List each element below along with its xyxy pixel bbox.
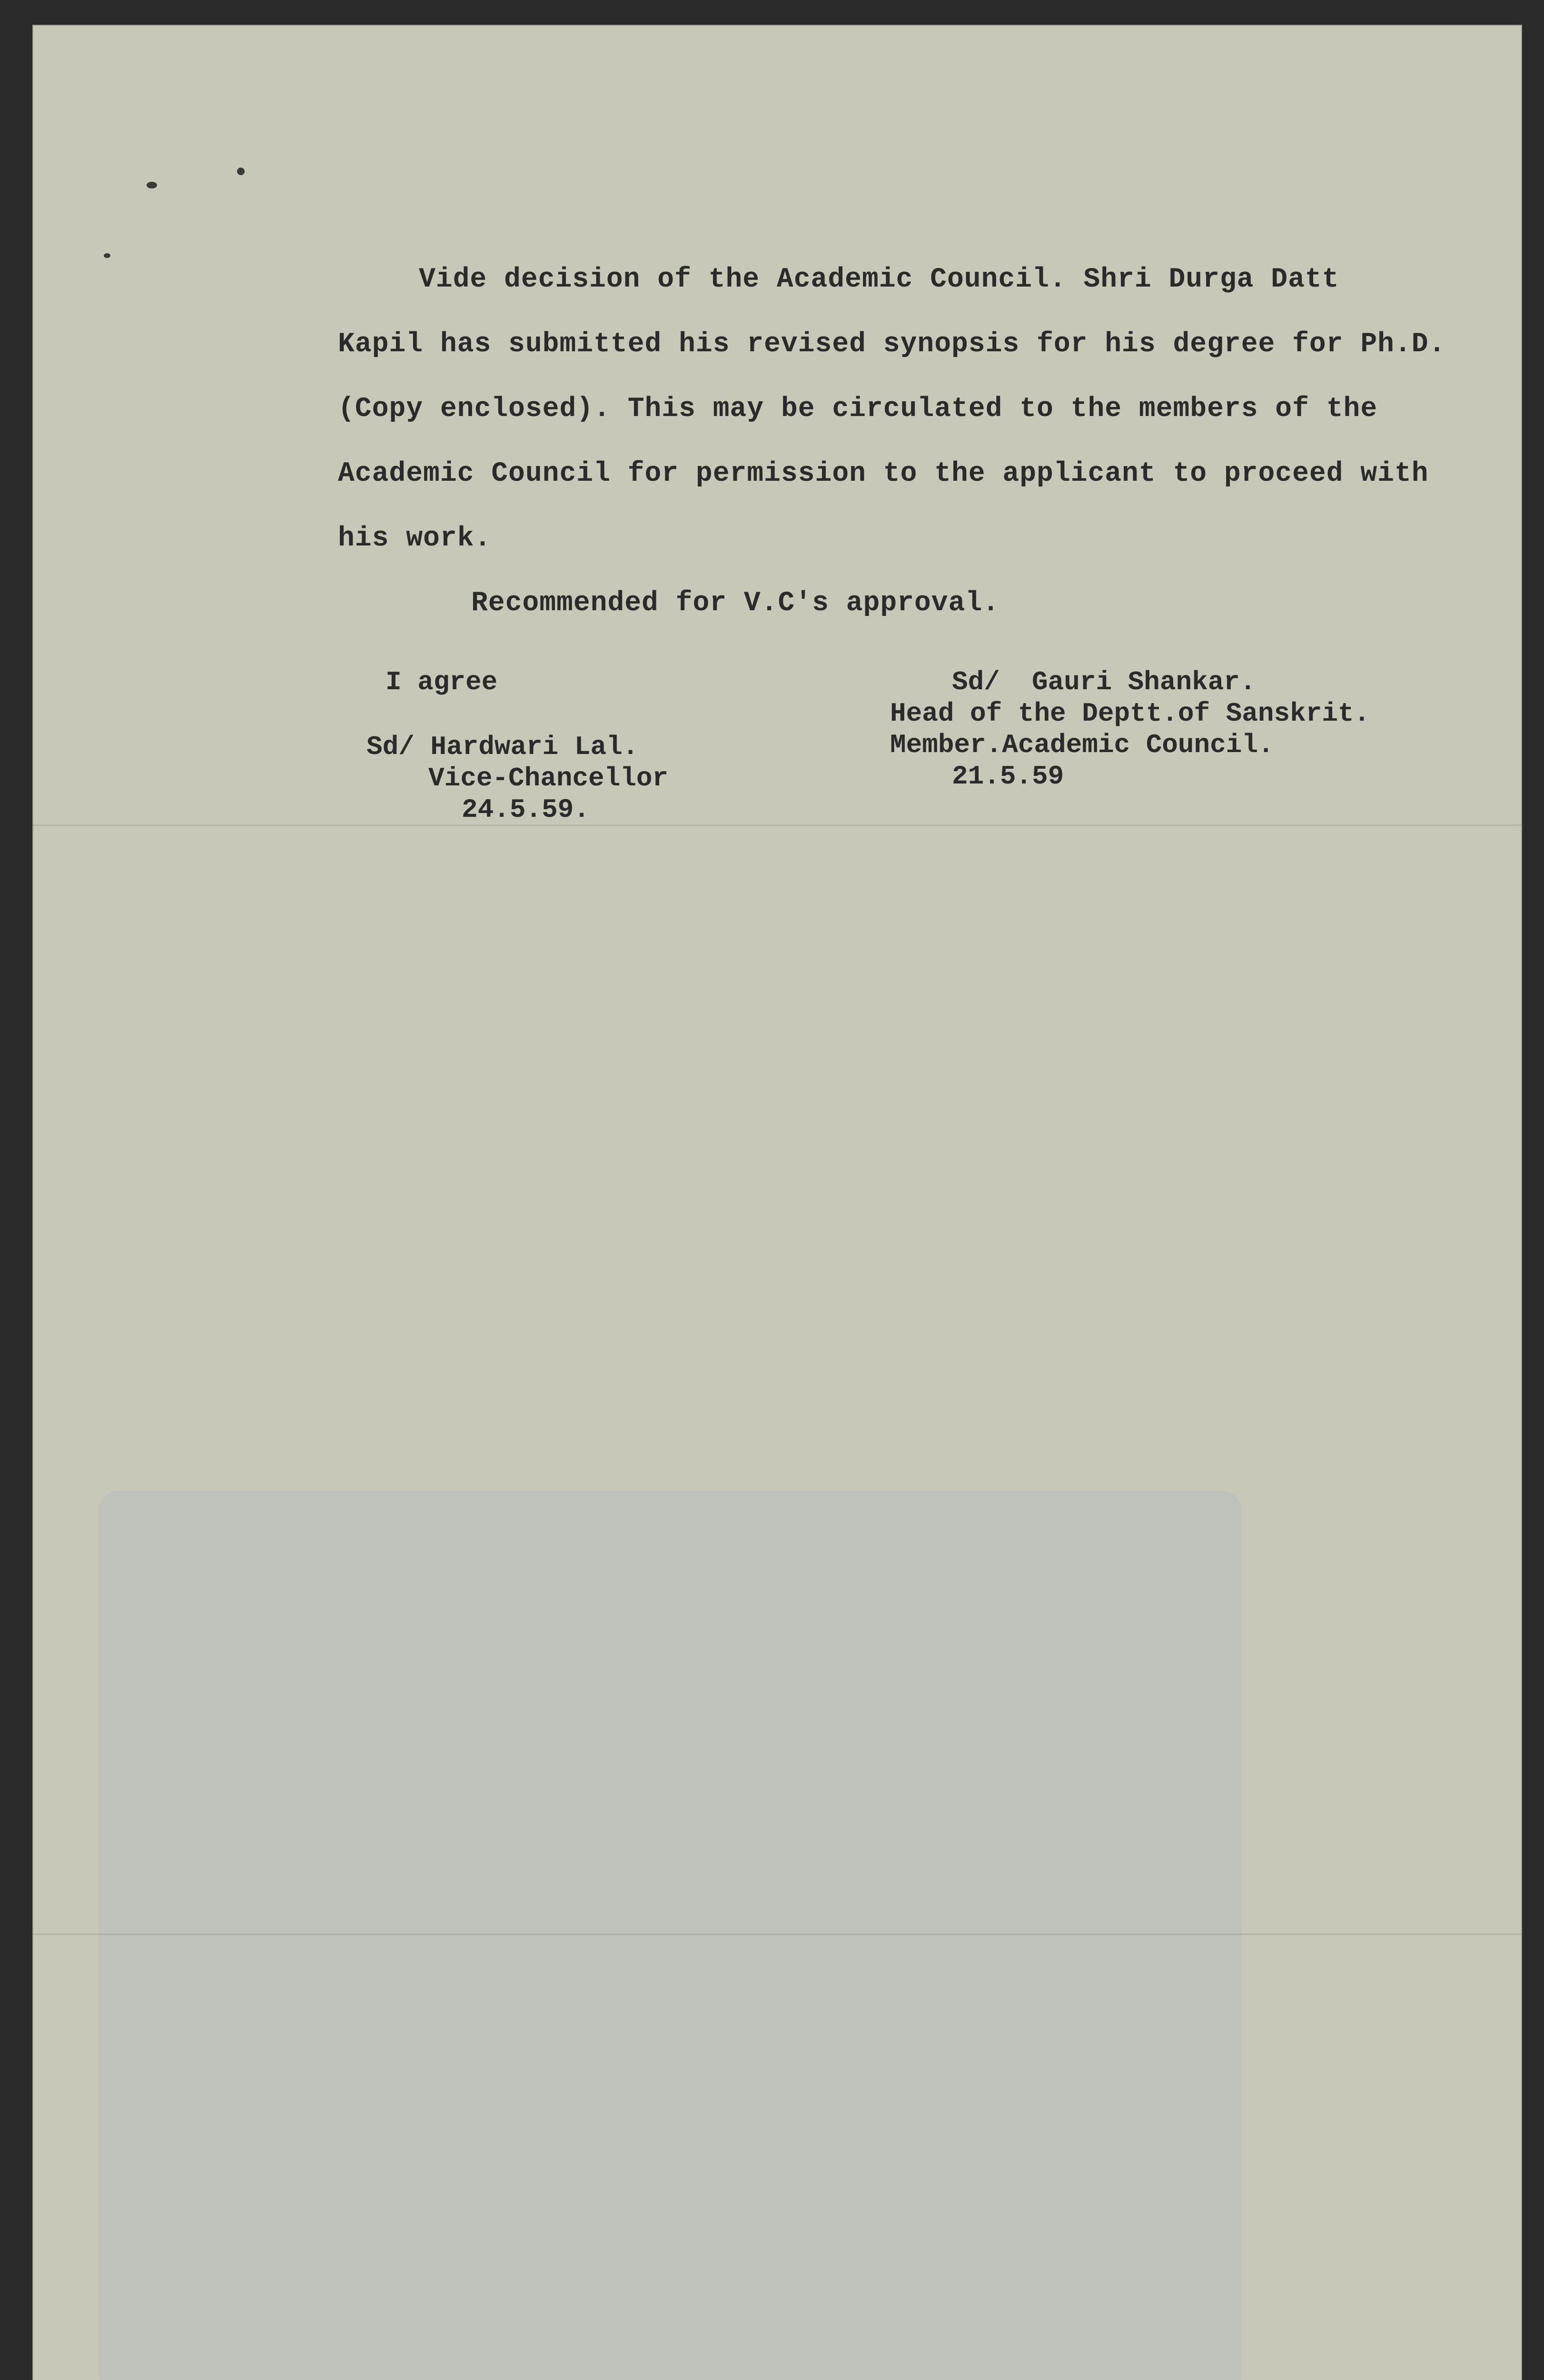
vc-title: Vice-Chancellor: [428, 763, 669, 793]
head-position: Head of the Deptt.of Sanskrit.: [890, 698, 1370, 729]
paragraph-line-3: (Copy enclosed). This may be circulated to the members of the: [338, 394, 1378, 425]
paragraph-line-4: Academic Council for permission to the applicant to proceed with: [338, 458, 1429, 489]
ink-spot: [104, 253, 110, 258]
vc-approval-block: [366, 666, 668, 825]
recommendation-line: Recommended for V.C's approval.: [471, 588, 1000, 619]
head-signature: Sd/ Gauri Shankar.: [952, 667, 1256, 697]
paragraph-line-1: Vide decision of the Academic Council. Shri Durga Datt: [419, 264, 1339, 295]
ink-spot: [237, 168, 245, 175]
paper-crease: [32, 824, 1522, 826]
council-membership: Member.Academic Council.: [890, 730, 1274, 760]
paper-crease: [32, 1934, 1522, 1935]
vc-date: 24.5.59.: [462, 794, 590, 825]
paper-tone: [99, 1491, 1241, 2380]
document-body: [338, 248, 1446, 636]
ink-spot: [147, 182, 157, 188]
paragraph-line-5: his work.: [338, 523, 492, 554]
agree-text: I agree: [386, 667, 498, 697]
paragraph-line-2: Kapil has submitted his revised synopsis for his degree for Ph.D.: [338, 329, 1446, 360]
head-signature-block: [890, 666, 1370, 792]
head-date: 21.5.59: [952, 761, 1064, 792]
vc-signature: Sd/ Hardwari Lal.: [366, 732, 639, 762]
